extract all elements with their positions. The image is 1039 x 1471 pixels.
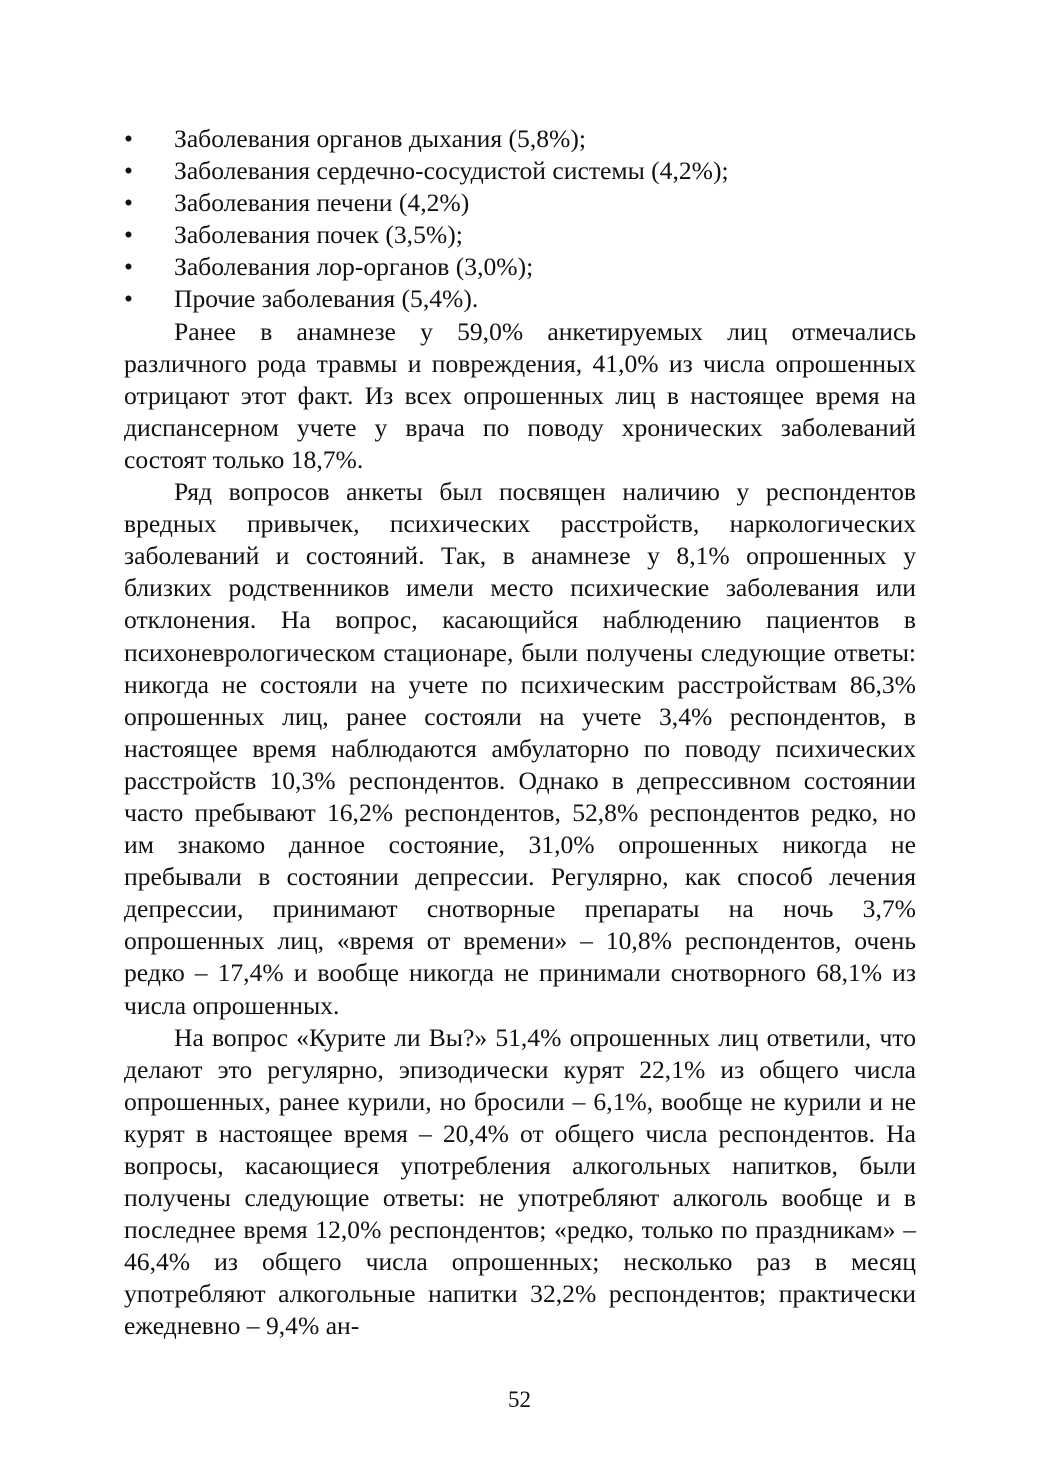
page-content <box>124 123 916 1343</box>
bullet-item <box>124 251 916 283</box>
bullet-mark: • <box>124 284 133 314</box>
bullet-item <box>124 283 916 315</box>
bullet-mark: • <box>124 252 133 282</box>
bullet-text: Заболевания лор-органов (3,0%); <box>174 252 534 282</box>
disease-bullet-list <box>124 123 916 316</box>
bullet-text: Заболевания печени (4,2%) <box>174 188 470 218</box>
bullet-text: Заболевания органов дыхания (5,8%); <box>174 124 586 153</box>
bullet-mark: • <box>124 156 133 186</box>
bullet-mark: • <box>124 188 133 218</box>
bullet-item <box>124 155 916 187</box>
paragraph-smoking-alcohol: На вопрос «Курите ли Вы?» 51,4% опрошенных лиц ответили, что делают это регулярно, эпизодически курят 22,1% из общего числа опрошенных, ранее курили, но бросили – 6,1%, вообще не курили и не курят в настоящее время – 20,4% от общего числа респондентов. На вопросы, касающиеся употребления алкогольных напитков, были получены следующие ответы: не употребляют алкоголь вообще и в последнее время 12,0% респондентов; «редко, только по праздникам» – 46,4% из общего числа опрошенных; несколько раз в месяц употребляют алкогольные напитки 32,2% респондентов; практически ежедневно – 9,4% ан- <box>124 1022 916 1341</box>
paragraph-mental-health: Ряд вопросов анкеты был посвящен наличию у респондентов вредных привычек, психических расстройств, наркологических заболеваний и состояний. Так, в анамнезе у 8,1% опрошенных у близких родственников имели место психические заболевания или отклонения. На вопрос, касающийся наблюдению пациентов в психоневрологическом стационаре, были получены следующие ответы: никогда не состояли на учете по психическим расстройствам 86,3% опрошенных лиц, ранее состояли на учете 3,4% респондентов, в настоящее время наблюдаются амбулаторно по поводу психических расстройств 10,3% респондентов. Однако в депрессивном состоянии часто пребывают 16,2% респондентов, 52,8% респондентов редко, но им знакомо данное состояние, 31,0% опрошенных никогда не пребывали в состоянии депрессии. Регулярно, как способ лечения депрессии, принимают снотворные препараты на ночь 3,7% опрошенных лиц, «время от времени» – 10,8% респондентов, очень редко – 17,4% и вообще никогда не принимали снотворного 68,1% из числа опрошенных. <box>124 477 916 1020</box>
paragraph-anamnesis: Ранее в анамнезе у 59,0% анкетируемых лиц отмечались различного рода травмы и повреждения, 41,0% из числа опрошенных отрицают этот факт. Из всех опрошенных лиц в настоящее время на диспансерном учете у врача по поводу хронических заболеваний состоят только 18,7%. <box>124 316 916 474</box>
bullet-item <box>124 187 916 219</box>
bullet-text: Заболевания сердечно-сосудистой системы (4,2%); <box>174 156 729 186</box>
bullet-mark: • <box>124 124 133 153</box>
bullet-mark: • <box>124 220 133 250</box>
bullet-text: Прочие заболевания (5,4%). <box>174 284 479 314</box>
page-number: 52 <box>508 1387 531 1412</box>
bullet-item <box>124 123 916 155</box>
bullet-item <box>124 219 916 251</box>
bullet-text: Заболевания почек (3,5%); <box>174 220 463 250</box>
